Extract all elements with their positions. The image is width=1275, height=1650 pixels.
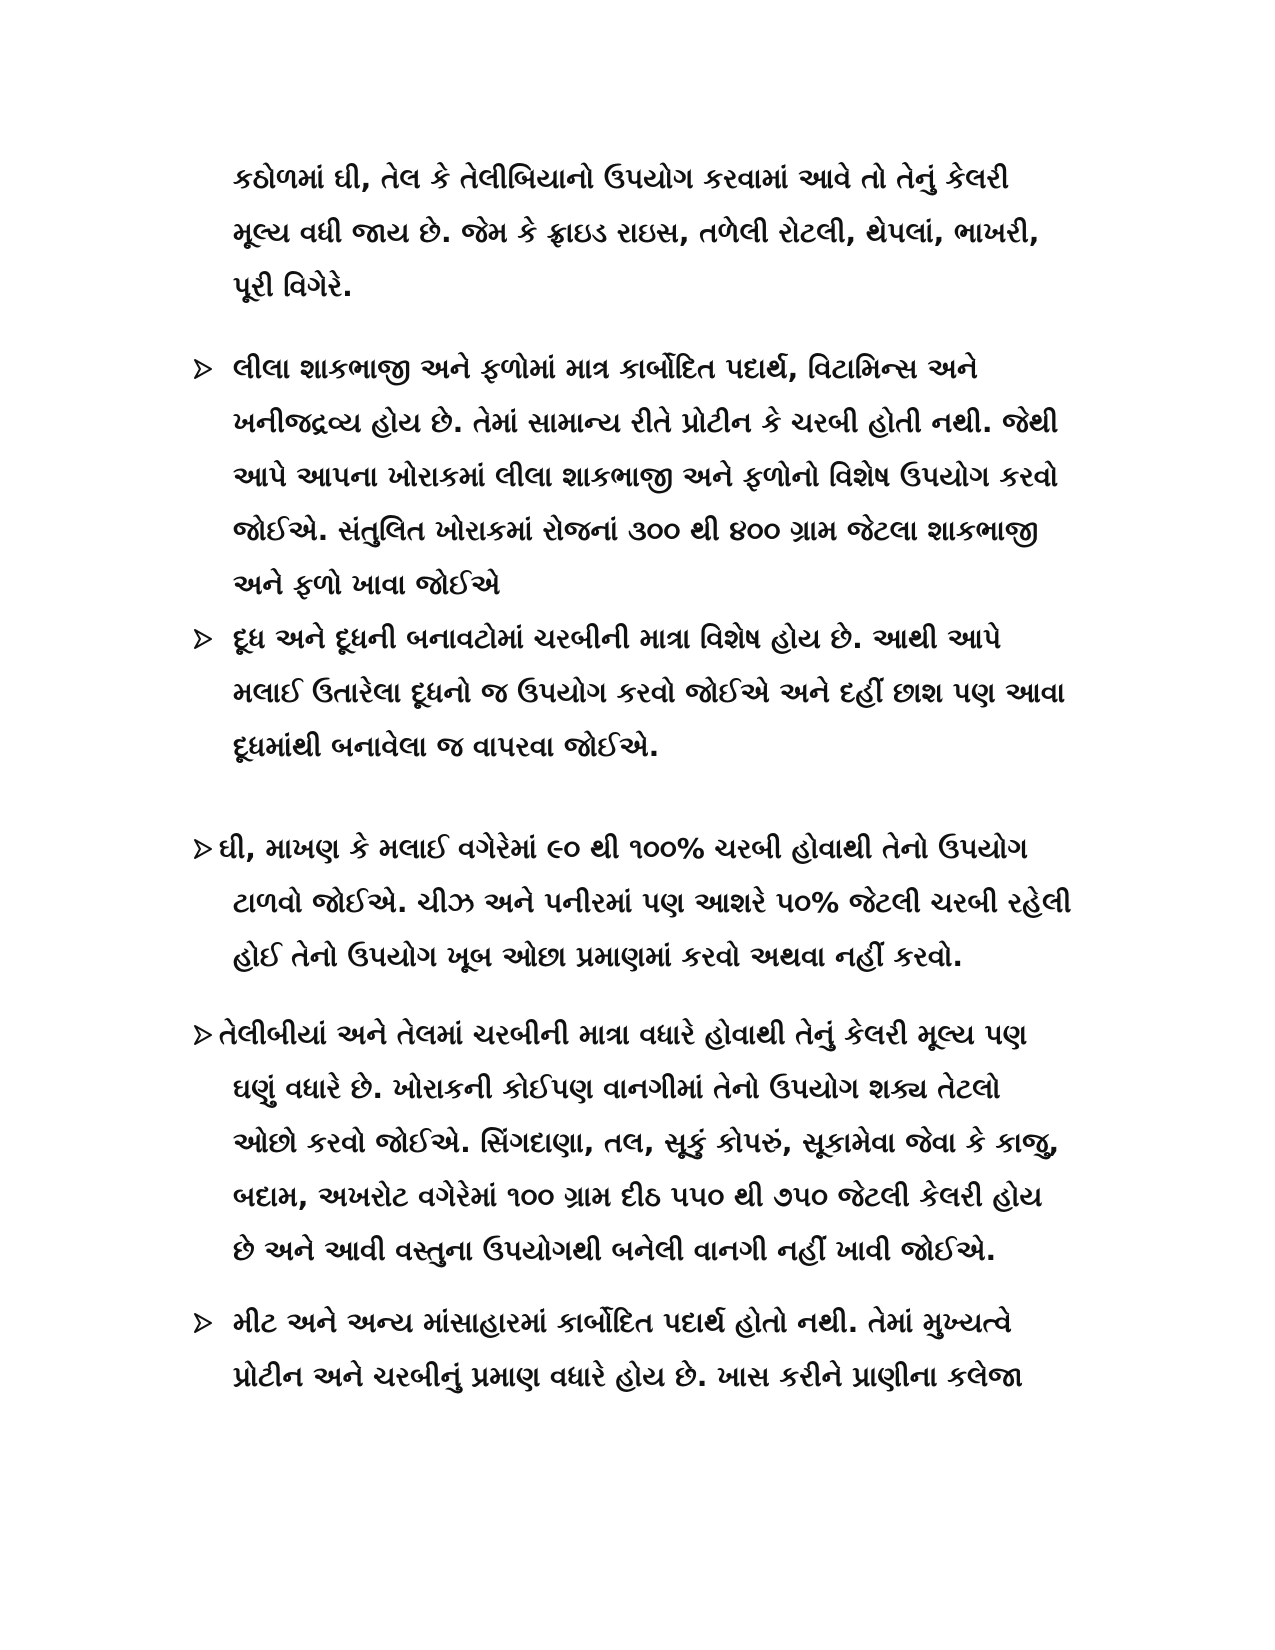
continued-paragraph bbox=[233, 152, 1113, 314]
arrowhead-bullet-icon bbox=[192, 624, 214, 654]
bullet-line: મલાઈ ઉતારેલા દૂધનો જ ઉપયોગ કરવો જોઈએ અને દહીં છાશ પણ આવા bbox=[233, 676, 1066, 709]
bullet-line: મીટ અને અન્ય માંસાહારમાં કાર્બોદિત પદાર્થ હોતો નથી. તેમાં મુખ્યત્વે bbox=[233, 1306, 1012, 1339]
arrowhead-bullet-icon bbox=[192, 1308, 214, 1338]
bullet-line: ટાળવો જોઈએ. ચીઝ અને પનીરમાં પણ આશરે ૫૦% જેટલી ચરબી રહેલી bbox=[233, 886, 1072, 919]
arrowhead-bullet-icon bbox=[192, 1020, 214, 1050]
bullet-line: છે અને આવી વસ્તુના ઉપયોગથી બનેલી વાનગી નહીં ખાવી જોઈએ. bbox=[233, 1234, 997, 1267]
arrowhead-bullet-icon bbox=[192, 834, 214, 864]
bullet-line: અને ફળો ખાવા જોઈએ bbox=[233, 568, 501, 601]
bullet-line: લીલા શાકભાજી અને ફળોમાં માત્ર કાર્બોદિત પદાર્થ, વિટામિન્સ અને bbox=[233, 352, 978, 385]
bullet-line: જોઈએ. સંતુલિત ખોરાકમાં રોજનાં ૩૦૦ થી ૪૦૦ ગ્રામ જેટલા શાકભાજી bbox=[233, 514, 1039, 547]
bullet-line: ખનીજદ્રવ્ય હોય છે. તેમાં સામાન્ય રીતે પ્રોટીન કે ચરબી હોતી નથી. જેથી bbox=[233, 406, 1059, 439]
bullet-line: બદામ, અખરોટ વગેરેમાં ૧૦૦ ગ્રામ દીઠ ૫૫૦ થી ૭૫૦ જેટલી કેલરી હોય bbox=[233, 1180, 1043, 1213]
paragraph-line: પૂરી વિગેરે. bbox=[233, 270, 353, 303]
bullet-line: તેલીબીયાં અને તેલમાં ચરબીની માત્રા વધારે હોવાથી તેનું કેલરી મૂલ્ય પણ bbox=[219, 1018, 1028, 1051]
paragraph-line: મૂલ્ય વધી જાય છે. જેમ કે ફ્રાઇડ રાઇસ, તળેલી રોટલી, થેપલાં, ભાખરી, bbox=[233, 216, 1040, 249]
bullet-line: દૂધમાંથી બનાવેલા જ વાપરવા જોઈએ. bbox=[233, 730, 660, 763]
bullet-line: ઓછો કરવો જોઈએ. સિંગદાણા, તલ, સૂકું કોપરું, સૂકામેવા જેવા કે કાજુ, bbox=[233, 1126, 1060, 1159]
bullet-line: હોઈ તેનો ઉપયોગ ખૂબ ઓછા પ્રમાણમાં કરવો અથવા નહીં કરવો. bbox=[233, 940, 963, 973]
arrowhead-bullet-icon bbox=[192, 354, 214, 384]
bullet-line: આપે આપના ખોરાકમાં લીલા શાકભાજી અને ફળોનો વિશેષ ઉપયોગ કરવો bbox=[233, 460, 1059, 493]
bullet-line: ઘી, માખણ કે મલાઈ વગેરેમાં ૯૦ થી ૧૦૦% ચરબી હોવાથી તેનો ઉપયોગ bbox=[219, 832, 1028, 865]
bullet-line: દૂધ અને દૂધની બનાવટોમાં ચરબીની માત્રા વિશેષ હોય છે. આથી આપે bbox=[233, 622, 1002, 655]
bullet-line: ઘણું વધારે છે. ખોરાકની કોઈપણ વાનગીમાં તેનો ઉપયોગ શક્ય તેટલો bbox=[233, 1072, 1001, 1105]
bullet-line: પ્રોટીન અને ચરબીનું પ્રમાણ વધારે હોય છે. ખાસ કરીને પ્રાણીના કલેજા bbox=[233, 1360, 1023, 1393]
paragraph-line: કઠોળમાં ઘી, તેલ કે તેલીબિયાનો ઉપયોગ કરવામાં આવે તો તેનું કેલરી bbox=[233, 162, 1010, 195]
